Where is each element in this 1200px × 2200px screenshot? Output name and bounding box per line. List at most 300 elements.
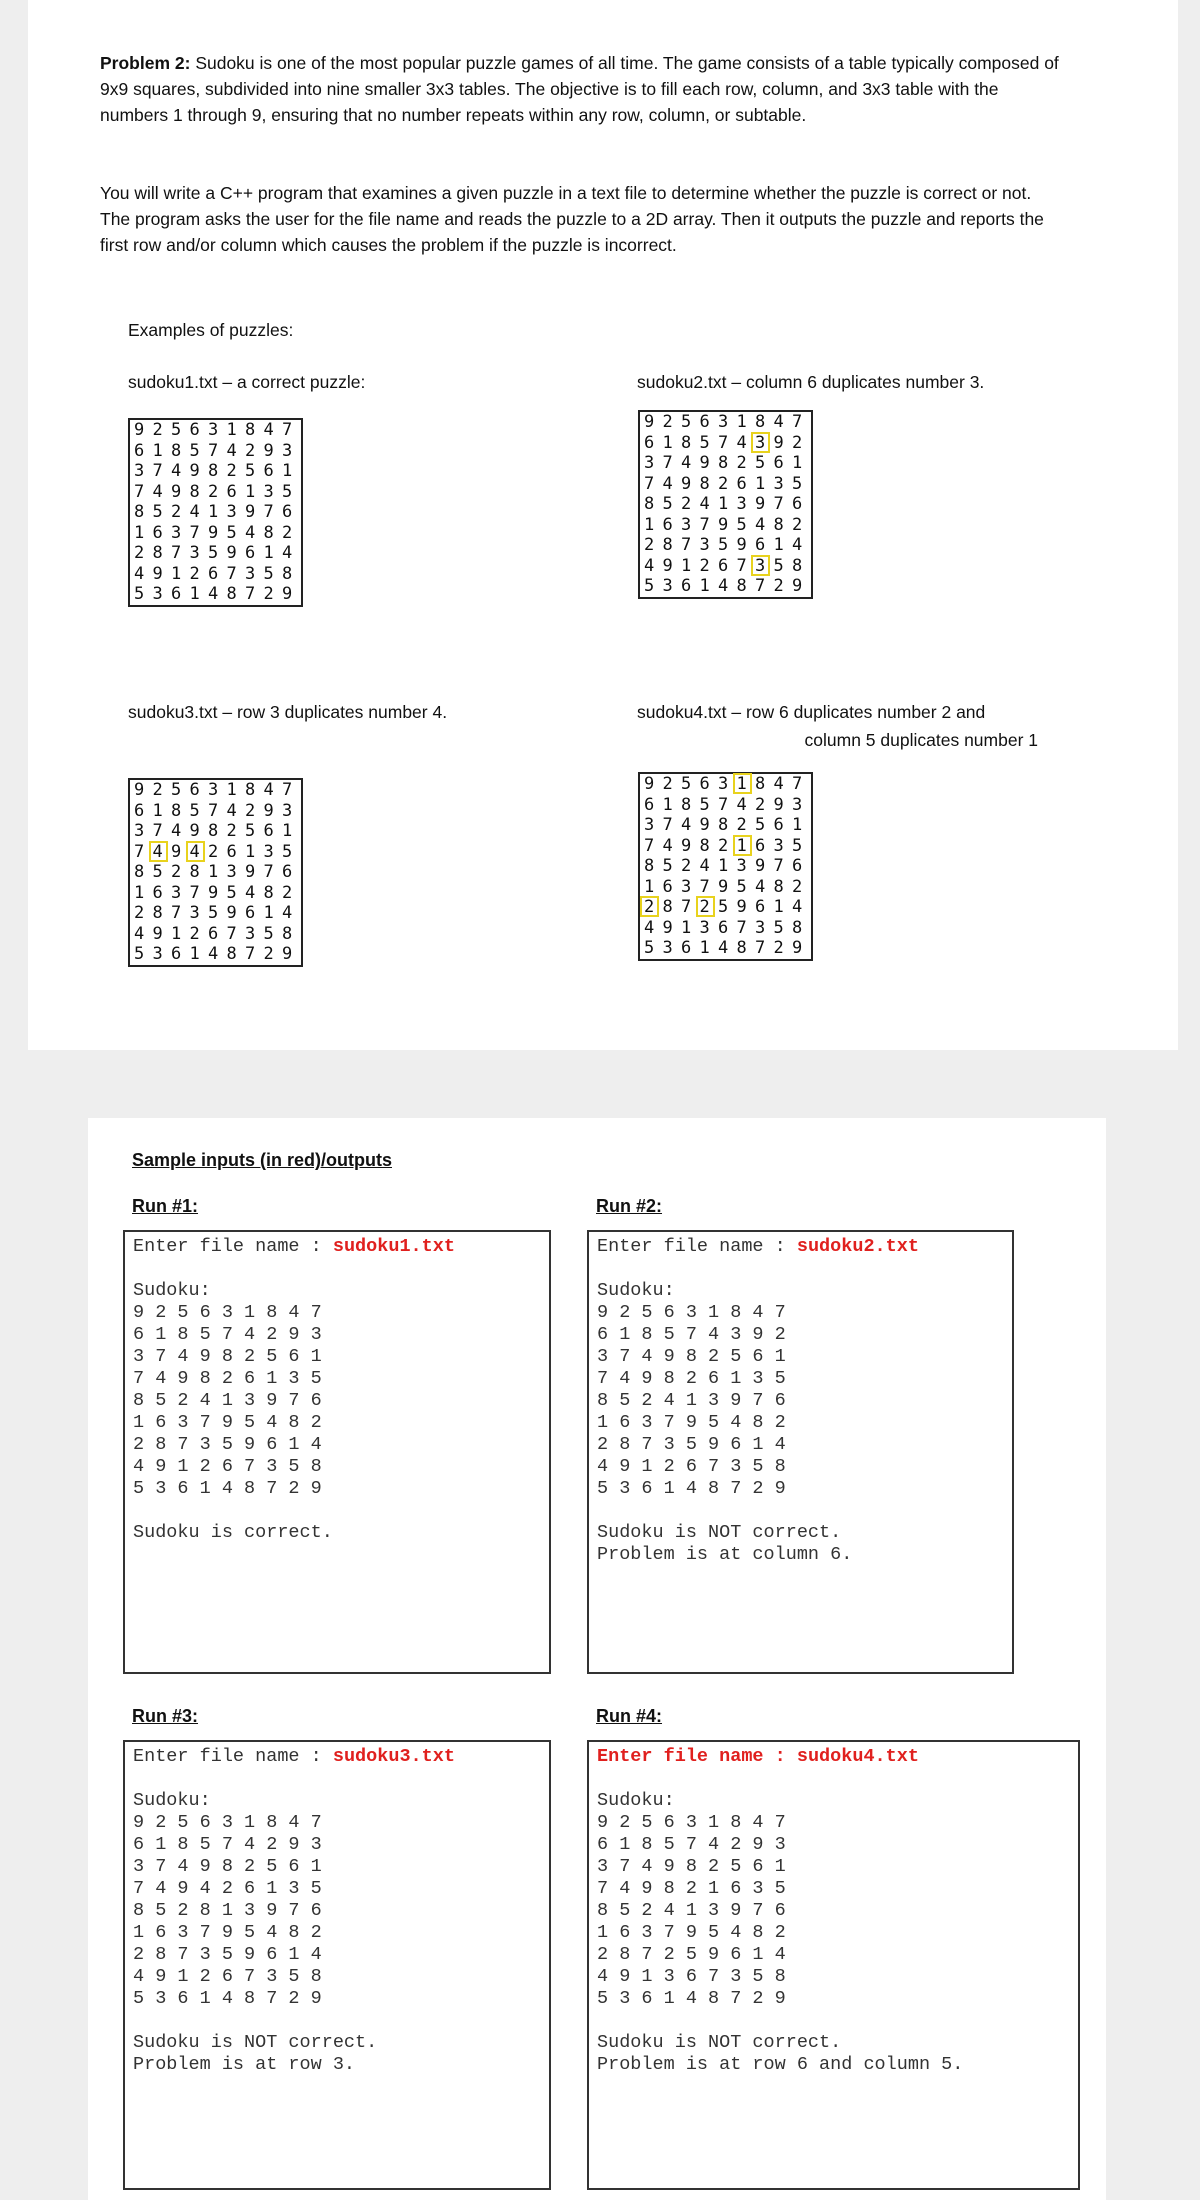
grid-cell: 1 [718,494,729,514]
grid-cell: 4 [792,535,803,555]
grid-cell: 9 [134,420,145,440]
grid-cell: 8 [644,494,655,514]
grid-cell: 3 [699,535,710,555]
grid-row [644,576,811,597]
grid-cell: 4 [245,522,256,543]
grid-cell: 2 [681,856,692,876]
grid-row [134,420,301,441]
grid-cell: 1 [152,800,163,821]
grid-cell: 5 [171,780,182,800]
grid-cell: 8 [263,882,274,903]
examples-heading: Examples of puzzles: [128,320,294,340]
grid-cell: 5 [644,576,655,596]
grid-cell: 1 [792,453,803,473]
input-filename: sudoku3.txt [332,1746,455,1767]
grid-row [134,584,301,605]
grid-cell: 7 [282,420,293,440]
grid-row [644,774,811,795]
run-2-title: Run #2: [596,1196,663,1216]
grid-cell: 9 [644,412,655,432]
grid-cell: 7 [736,917,747,938]
grid-cell: 4 [681,815,692,835]
grid-cell: 3 [718,774,729,794]
grid-cell: 2 [699,555,710,576]
grid-cell: 9 [681,835,692,856]
output-row: 3 7 4 9 8 2 5 6 1 [133,1346,322,1367]
grid-cell: 7 [699,876,710,897]
grid-cell: 6 [699,774,710,794]
grid-cell: 6 [282,502,293,522]
grid-cell: 7 [208,800,219,821]
prompt-line [597,1746,1078,1768]
grid-cell: 3 [208,780,219,800]
result-line: Problem is at row 3. [133,2054,356,2075]
grid-cell: 5 [226,522,237,543]
grid-cell: 9 [263,800,274,821]
grid-cell: 9 [736,535,747,555]
grid-row [644,856,811,877]
grid-cell: 7 [245,944,256,964]
grid-cell: 4 [152,481,163,502]
grid-cell: 1 [152,440,163,461]
grid-cell: 4 [171,461,182,481]
grid-cell: 4 [736,794,747,815]
grid-cell: 3 [134,461,145,481]
grid-cell: 8 [662,535,673,555]
grid-cell: 2 [152,780,163,800]
grid-cell: 8 [644,856,655,876]
grid-cell: 9 [226,543,237,563]
grid-cell: 3 [152,944,163,964]
grid-cell: 9 [699,815,710,835]
grid-cell: 6 [245,903,256,923]
example-label-4: sudoku4.txt – row 6 duplicates number 2 and [637,702,986,722]
grid-cell: 5 [718,535,729,555]
grid-cell: 1 [171,563,182,584]
output-row: 4 9 1 3 6 7 3 5 8 [597,1966,786,1987]
output-row: 1 6 3 7 9 5 4 8 2 [597,1412,786,1433]
grid-cell: 3 [644,453,655,473]
grid-cell: 6 [208,923,219,944]
grid-cell: 7 [263,862,274,882]
problem-task: You will write a C++ program that examines a given puzzle in a text file to determine whether the puzzle is correct or not. The program asks the user for the file name and reads the puzzle to a 2D array. Then it outputs the puzzle and reports the first row and/or column which causes the problem if the puzzle is incorrect. [100,183,1044,255]
output-row: 6 1 8 5 7 4 2 9 3 [597,1834,786,1855]
grid-cell: 6 [208,563,219,584]
grid-cell: 6 [681,938,692,958]
output-row: 2 8 7 3 5 9 6 1 4 [133,1944,322,1965]
output-row: 8 5 2 8 1 3 9 7 6 [133,1900,322,1921]
grid-cell: 4 [226,440,237,461]
grid-row [134,461,301,482]
grid-cell: 9 [282,944,293,964]
grid-cell: 2 [644,535,655,555]
grid-cell: 5 [134,584,145,604]
prompt-line [133,1746,549,1768]
grid-cell: 4 [226,800,237,821]
grid-cell: 8 [208,461,219,481]
grid-cell: 6 [245,543,256,563]
grid-cell: 3 [208,420,219,440]
grid-cell: 6 [718,555,729,576]
grid-cell: 5 [773,917,784,938]
grid-cell: 9 [245,502,256,522]
grid-cell: 2 [189,563,200,584]
grid-cell: 6 [226,841,237,862]
grid-cell: 5 [699,794,710,815]
grid-cell: 2 [245,800,256,821]
grid-cell: 3 [755,433,774,454]
grid-cell: 2 [718,473,729,494]
sudoku-label: Sudoku: [597,1280,675,1301]
grid-cell: 6 [134,440,145,461]
grid-cell: 9 [792,938,803,958]
grid-cell: 7 [189,882,200,903]
grid-cell: 3 [755,917,766,938]
grid-cell: 1 [226,420,237,440]
grid-cell: 9 [152,923,163,944]
output-row: 1 6 3 7 9 5 4 8 2 [133,1922,322,1943]
grid-cell: 3 [152,584,163,604]
grid-cell: 4 [718,576,729,596]
grid-cell: 7 [792,774,803,794]
grid-cell: 5 [773,555,784,576]
result-line: Problem is at column 6. [597,1544,853,1565]
grid-cell: 3 [662,576,673,596]
grid-cell: 4 [190,842,209,863]
grid-row [644,515,811,536]
grid-cell: 8 [755,412,766,432]
grid-cell: 9 [773,794,784,815]
output-row: 8 5 2 4 1 3 9 7 6 [597,1390,786,1411]
grid-cell: 3 [189,903,200,923]
prompt-line [597,1236,1012,1258]
grid-cell: 2 [773,576,784,596]
grid-cell: 4 [755,514,766,535]
grid-cell: 2 [171,862,182,882]
blank-line [133,2010,549,2032]
grid-row [134,903,301,924]
grid-cell: 7 [208,440,219,461]
grid-cell: 9 [245,862,256,882]
output-row: 3 7 4 9 8 2 5 6 1 [133,1856,322,1877]
grid-cell: 8 [736,576,747,596]
grid-row [134,821,301,842]
grid-cell: 2 [644,897,663,918]
grid-row [644,836,811,857]
grid-cell: 3 [681,876,692,897]
grid-cell: 1 [681,555,692,576]
blank-line [133,1258,549,1280]
grid-row [644,535,811,556]
output-row: 4 9 1 2 6 7 3 5 8 [133,1456,322,1477]
grid-cell: 9 [736,897,747,917]
grid-cell: 8 [208,821,219,841]
grid-cell: 9 [208,882,219,903]
grid-cell: 5 [792,473,803,494]
grid-cell: 5 [755,453,766,473]
grid-cell: 4 [263,780,274,800]
sudoku-label: Sudoku: [133,1790,211,1811]
output-row: 7 4 9 8 2 6 1 3 5 [597,1368,786,1389]
grid-cell: 3 [282,440,293,461]
grid-cell: 5 [263,923,274,944]
grid-row [644,474,811,495]
grid-cell: 3 [282,800,293,821]
input-filename: sudoku1.txt [332,1236,455,1257]
grid-row [134,543,301,564]
grid-cell: 3 [226,862,237,882]
grid-cell: 9 [189,461,200,481]
grid-cell: 7 [171,903,182,923]
grid-cell: 9 [755,494,766,514]
output-row: 2 8 7 3 5 9 6 1 4 [597,1434,786,1455]
grid-cell: 2 [792,514,803,535]
grid-row [134,944,301,965]
prompt-text: Enter file name : [133,1746,333,1767]
grid-cell: 8 [773,876,784,897]
grid-cell: 5 [152,862,163,882]
grid-cell: 8 [718,453,729,473]
grid-cell: 9 [755,856,766,876]
run-4-title: Run #4: [596,1706,663,1726]
grid-row [644,494,811,515]
grid-cell: 8 [134,502,145,522]
grid-cell: 2 [263,584,274,604]
grid-cell: 7 [263,502,274,522]
example-grid-sudoku2 [638,410,813,599]
grid-cell: 5 [718,897,729,917]
grid-cell: 5 [245,821,256,841]
result-line: Sudoku is correct. [133,1522,333,1543]
grid-cell: 3 [736,856,747,876]
grid-cell: 1 [282,821,293,841]
input-filename: sudoku2.txt [796,1236,919,1257]
grid-cell: 2 [736,815,747,835]
grid-cell: 9 [718,876,729,897]
grid-cell: 3 [699,917,710,938]
output-row: 5 3 6 1 4 8 7 2 9 [597,1988,786,2009]
grid-cell: 5 [681,774,692,794]
grid-cell: 7 [736,555,747,576]
grid-row [644,918,811,939]
output-row: 6 1 8 5 7 4 2 9 3 [133,1324,322,1345]
grid-row [134,502,301,523]
grid-cell: 1 [134,522,145,543]
grid-cell: 5 [699,432,710,453]
grid-cell: 9 [699,453,710,473]
grid-cell: 3 [773,473,784,494]
grid-cell: 8 [134,862,145,882]
grid-cell: 2 [662,774,673,794]
grid-cell: 6 [662,876,673,897]
grid-cell: 5 [171,420,182,440]
grid-cell: 6 [792,856,803,876]
example-grid-sudoku3 [128,778,303,967]
grid-cell: 8 [171,440,182,461]
grid-cell: 6 [171,584,182,604]
blank-line [597,1768,1078,1790]
grid-cell: 3 [263,841,274,862]
grid-cell: 3 [171,882,182,903]
output-row: 9 2 5 6 3 1 8 4 7 [597,1302,786,1323]
output-row: 2 8 7 2 5 9 6 1 4 [597,1944,786,1965]
prompt-text: Enter file name : [597,1236,797,1257]
grid-cell: 4 [718,938,729,958]
grid-cell: 7 [134,841,145,862]
grid-cell: 4 [773,774,784,794]
grid-cell: 7 [792,412,803,432]
grid-cell: 1 [282,461,293,481]
grid-cell: 8 [718,815,729,835]
output-row: 7 4 9 4 2 6 1 3 5 [133,1878,322,1899]
grid-cell: 4 [755,876,766,897]
grid-cell: 2 [718,835,729,856]
grid-cell: 6 [226,481,237,502]
output-row: 5 3 6 1 4 8 7 2 9 [133,1478,322,1499]
grid-cell: 7 [718,794,729,815]
output-row: 5 3 6 1 4 8 7 2 9 [597,1478,786,1499]
grid-cell: 7 [681,535,692,555]
blank-line [133,1768,549,1790]
grid-cell: 6 [644,794,655,815]
grid-cell: 3 [681,514,692,535]
grid-row [134,441,301,462]
grid-cell: 6 [681,576,692,596]
problem-label: Problem 2: [100,53,191,73]
grid-cell: 5 [736,514,747,535]
grid-cell: 7 [226,923,237,944]
grid-row [134,564,301,585]
grid-cell: 2 [208,841,219,862]
grid-cell: 9 [208,522,219,543]
grid-cell: 5 [681,412,692,432]
grid-cell: 9 [282,584,293,604]
grid-cell: 7 [171,543,182,563]
grid-cell: 2 [152,420,163,440]
grid-cell: 8 [792,555,803,576]
grid-cell: 8 [699,835,710,856]
grid-cell: 1 [737,836,756,857]
grid-cell: 5 [134,944,145,964]
grid-cell: 1 [736,412,747,432]
input-filename: sudoku4.txt [796,1746,919,1767]
grid-cell: 1 [644,514,655,535]
grid-cell: 5 [736,876,747,897]
grid-cell: 1 [171,923,182,944]
grid-cell: 8 [773,514,784,535]
grid-cell: 2 [681,494,692,514]
grid-cell: 2 [662,412,673,432]
grid-cell: 3 [263,481,274,502]
grid-cell: 4 [773,412,784,432]
output-row: 6 1 8 5 7 4 3 9 2 [597,1324,786,1345]
grid-cell: 8 [282,563,293,584]
run-4-console [587,1740,1080,2190]
grid-cell: 8 [189,862,200,882]
grid-cell: 6 [755,835,766,856]
sudoku-label: Sudoku: [133,1280,211,1301]
grid-cell: 7 [773,856,784,876]
grid-cell: 5 [792,835,803,856]
grid-cell: 4 [134,923,145,944]
grid-cell: 4 [245,882,256,903]
grid-cell: 6 [189,780,200,800]
grid-cell: 8 [792,917,803,938]
grid-cell: 5 [226,882,237,903]
grid-cell: 8 [263,522,274,543]
grid-cell: 5 [263,563,274,584]
grid-cell: 6 [718,917,729,938]
grid-cell: 6 [263,461,274,481]
grid-cell: 8 [736,938,747,958]
grid-cell: 4 [282,903,293,923]
grid-cell: 9 [792,576,803,596]
grid-cell: 1 [134,882,145,903]
example-grid-sudoku4 [638,772,813,961]
grid-cell: 9 [644,774,655,794]
grid-cell: 7 [718,432,729,453]
grid-cell: 1 [699,576,710,596]
grid-row [644,433,811,454]
grid-cell: 9 [226,903,237,923]
grid-cell: 9 [189,821,200,841]
grid-cell: 1 [773,535,784,555]
grid-cell: 1 [189,584,200,604]
grid-cell: 9 [263,440,274,461]
grid-cell: 3 [755,556,774,577]
blank-line [597,1500,1012,1522]
grid-cell: 7 [755,938,766,958]
grid-cell: 7 [644,835,655,856]
grid-row [134,883,301,904]
grid-cell: 9 [662,917,673,938]
grid-cell: 2 [226,461,237,481]
grid-cell: 5 [189,800,200,821]
prompt-line [133,1236,549,1258]
grid-cell: 6 [755,535,766,555]
grid-cell: 1 [263,543,274,563]
blank-line [597,1258,1012,1280]
grid-cell: 2 [208,481,219,502]
grid-cell: 6 [644,432,655,453]
output-row: 9 2 5 6 3 1 8 4 7 [133,1302,322,1323]
output-row: 1 6 3 7 9 5 4 8 2 [133,1412,322,1433]
result-line: Sudoku is NOT correct. [597,1522,842,1543]
example-label-4-line2: column 5 duplicates number 1 [804,730,1038,750]
grid-cell: 2 [792,876,803,897]
grid-cell: 8 [699,473,710,494]
grid-cell: 8 [245,780,256,800]
result-line: Problem is at row 6 and column 5. [597,2054,964,2075]
grid-cell: 6 [189,420,200,440]
grid-cell: 6 [152,522,163,543]
grid-row [134,924,301,945]
grid-cell: 8 [226,944,237,964]
grid-cell: 3 [189,543,200,563]
grid-cell: 3 [245,563,256,584]
output-row: 9 2 5 6 3 1 8 4 7 [597,1812,786,1833]
grid-row [644,795,811,816]
grid-row [134,801,301,822]
grid-cell: 1 [699,938,710,958]
grid-cell: 4 [699,494,710,514]
grid-cell: 5 [282,841,293,862]
grid-cell: 4 [736,432,747,453]
grid-cell: 7 [662,815,673,835]
grid-row [134,842,301,863]
grid-cell: 4 [263,420,274,440]
grid-cell: 4 [189,502,200,522]
